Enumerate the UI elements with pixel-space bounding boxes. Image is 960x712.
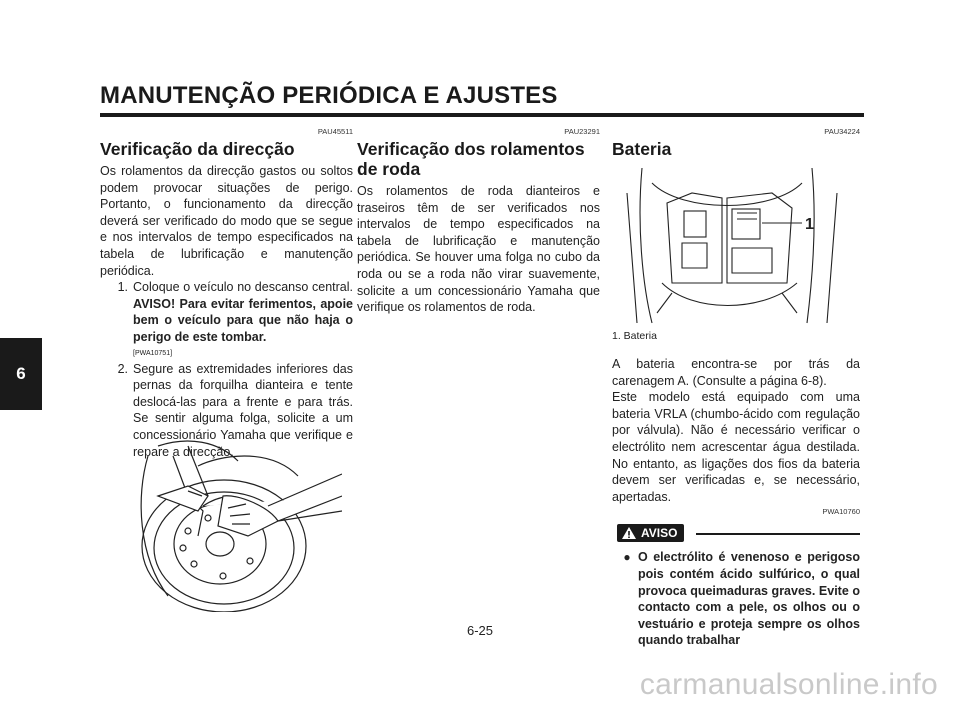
section-ref-code: PAU34224	[824, 127, 860, 136]
steering-intro: Os rolamentos da direcção gastos ou soltos podem provocar situações de perigo. Portanto, o funcionamento da direcção deverá ser verificado do modo que se segue e nos intervalos de tempo especificados na tabela de lubrificação e manutenção periódica.	[100, 164, 353, 278]
warning-ref-code: PWA10760	[822, 507, 860, 517]
steering-section	[100, 118, 353, 460]
warning-code: [PWA10751]	[133, 349, 173, 357]
aviso-label: AVISO	[641, 526, 678, 541]
step-number: 1.	[117, 280, 128, 295]
bullet-icon: ●	[623, 550, 631, 565]
warning-text: AVISO! Para evitar ferimentos, apoie bem o veículo para que não haja o perigo de este tombar.	[133, 296, 353, 344]
steering-check-illustration	[128, 436, 342, 612]
wheel-bearings-body: Os rolamentos de roda dianteiros e traseiros têm de ser verificados nos intervalos de tempo especificados na tabela de lubrificação e manutenção periódica. Se houver uma folga no cubo da roda ou se a roda não virar suavemente, solicite a um concessionário Yamaha que verifique os rolamentos de roda.	[357, 184, 600, 315]
battery-section	[612, 118, 860, 649]
wheel-bearings-heading: Verificação dos rolamentos de roda	[357, 139, 585, 179]
warning-triangle-icon	[621, 526, 637, 540]
step-number: 2.	[117, 361, 128, 376]
page-number: 6-25	[466, 623, 494, 638]
section-ref-code: PAU23291	[564, 127, 600, 136]
page-title: MANUTENÇÃO PERIÓDICA E AJUSTES	[100, 82, 558, 109]
battery-type-text: Este modelo está equipado com uma bateria VRLA (chumbo-ácido com regulação por válvula). Não é necessário verificar o electrólito nem acrescentar água destilada. No entanto, as ligações dos fios da bateria devem ser verificadas e, se necessário, apertadas.	[612, 390, 860, 504]
aviso-banner	[612, 524, 860, 546]
wheel-bearings-section	[357, 118, 600, 316]
section-ref-code: PAU45511	[317, 127, 353, 136]
step-text: Segure as extremidades inferiores das pernas da forquilha dianteira e tente deslocá-las para a frente e para trás. Se sentir alguma folga, solicite a um concessionário Yamaha que verifique e repare a direcção.	[133, 361, 353, 459]
watermark: carmanualsonline.info	[639, 668, 938, 701]
step-text: Coloque o veículo no descanso central.	[133, 280, 353, 295]
chapter-tab: 6	[0, 338, 42, 410]
battery-location-illustration	[612, 163, 860, 328]
warning-bullet-text: O electrólito é venenoso e perigoso pois contém ácido sulfúrico, o qual provoca queimaduras graves. Evite o contacto com a pele, os olhos ou o vestuário e proteja sempre os olhos quando trabalhar	[638, 550, 860, 648]
aviso-badge	[617, 524, 684, 542]
callout-number: 1	[805, 216, 814, 233]
battery-location-text: A bateria encontra-se por trás da carenagem A. (Consulte a página 6-8).	[612, 357, 860, 388]
step-1	[100, 279, 353, 345]
title-rule	[100, 113, 864, 117]
aviso-rule	[696, 533, 860, 535]
steering-heading: Verificação da direcção	[100, 139, 295, 159]
illustration-caption: 1. Bateria	[612, 330, 657, 342]
battery-heading: Bateria	[612, 139, 672, 159]
